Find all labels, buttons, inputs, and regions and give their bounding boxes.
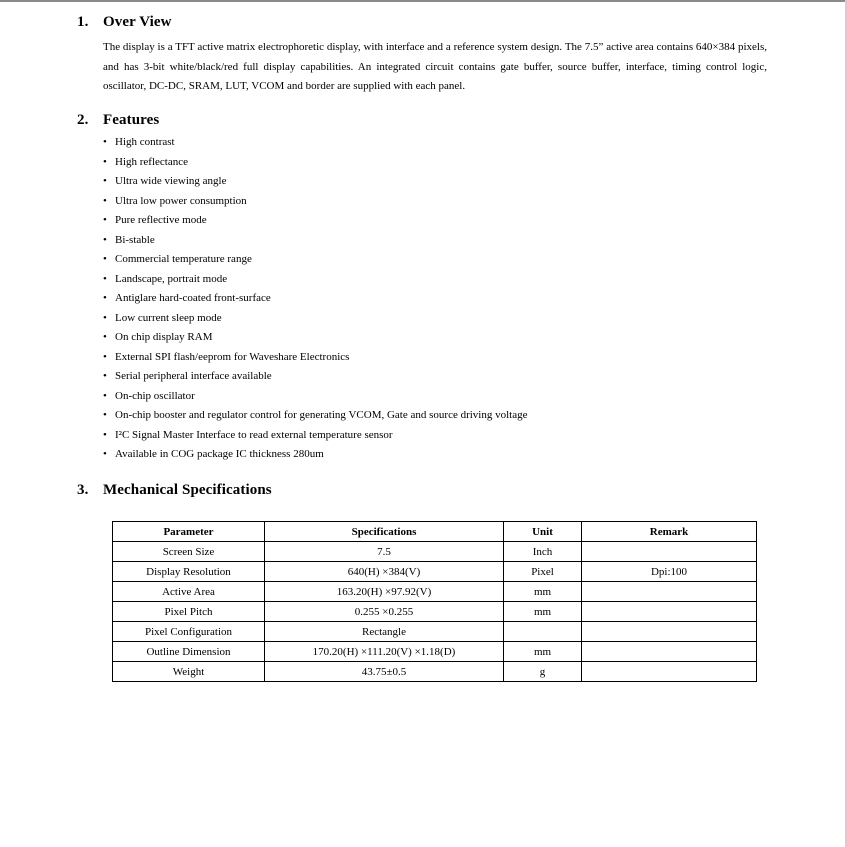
table-cell: Display Resolution bbox=[113, 562, 265, 582]
feature-text: High contrast bbox=[115, 136, 175, 148]
feature-text: On chip display RAM bbox=[115, 331, 213, 343]
feature-text: External SPI flash/eeprom for Waveshare Electronics bbox=[115, 350, 350, 363]
bullet-icon: • bbox=[103, 272, 107, 285]
section-number: 3. bbox=[77, 482, 89, 498]
feature-item bbox=[103, 250, 527, 270]
bullet-icon: • bbox=[103, 292, 107, 304]
bullet-icon: • bbox=[103, 428, 107, 441]
feature-item bbox=[103, 367, 527, 387]
feature-item bbox=[103, 211, 527, 231]
table-cell: 43.75±0.5 bbox=[265, 662, 504, 682]
feature-item bbox=[103, 387, 527, 407]
section-number: 2. bbox=[77, 112, 89, 128]
bullet-icon: • bbox=[103, 331, 107, 343]
table-row bbox=[113, 622, 757, 642]
table-header-cell: Unit bbox=[504, 522, 582, 542]
bullet-icon: • bbox=[103, 370, 107, 382]
table-header-cell: Specifications bbox=[265, 522, 504, 542]
feature-text: High reflectance bbox=[115, 155, 188, 168]
feature-text: Antiglare hard-coated front-surface bbox=[115, 292, 271, 304]
table-cell: 170.20(H) ×111.20(V) ×1.18(D) bbox=[265, 642, 504, 662]
table-cell: Pixel Configuration bbox=[113, 622, 265, 642]
feature-text: Pure reflective mode bbox=[115, 214, 207, 226]
feature-item bbox=[103, 270, 527, 290]
table-cell: 163.20(H) ×97.92(V) bbox=[265, 582, 504, 602]
feature-item bbox=[103, 406, 527, 426]
table-cell: 0.255 ×0.255 bbox=[265, 602, 504, 622]
feature-item bbox=[103, 289, 527, 309]
table-cell bbox=[582, 582, 757, 602]
bullet-icon: • bbox=[103, 253, 107, 265]
feature-text: Serial peripheral interface available bbox=[115, 370, 272, 382]
table-cell bbox=[582, 622, 757, 642]
mechanical-spec-table bbox=[112, 521, 757, 682]
bullet-icon: • bbox=[103, 175, 107, 187]
table-cell: Outline Dimension bbox=[113, 642, 265, 662]
table-cell: Inch bbox=[504, 542, 582, 562]
table-row bbox=[113, 542, 757, 562]
feature-text: Low current sleep mode bbox=[115, 311, 222, 324]
table-cell: Dpi:100 bbox=[582, 562, 757, 582]
table-cell bbox=[582, 662, 757, 682]
table-row bbox=[113, 562, 757, 582]
section-title: Over View bbox=[103, 14, 172, 30]
feature-item bbox=[103, 172, 527, 192]
feature-text: Available in COG package IC thickness 280um bbox=[115, 448, 324, 460]
feature-item bbox=[103, 426, 527, 446]
table-row bbox=[113, 642, 757, 662]
feature-text: Ultra low power consumption bbox=[115, 194, 247, 207]
bullet-icon: • bbox=[103, 194, 107, 207]
table-cell: g bbox=[504, 662, 582, 682]
feature-item bbox=[103, 192, 527, 212]
feature-item bbox=[103, 328, 527, 348]
overview-paragraph: The display is a TFT active matrix electrophoretic display, with interface and a reference system design. The 7.5” active area contains 640×384 pixels, and has 3-bit white/black/red full display capabilities. An integrated circuit contains gate buffer, source buffer, interface, timing control logic, oscillator, DC-DC, SRAM, LUT, VCOM and border are supplied with each panel. bbox=[103, 41, 767, 92]
bullet-icon: • bbox=[103, 136, 107, 148]
bullet-icon: • bbox=[103, 311, 107, 324]
bullet-icon: • bbox=[103, 448, 107, 460]
table-cell: mm bbox=[504, 642, 582, 662]
feature-text: On-chip booster and regulator control for generating VCOM, Gate and source driving voltage bbox=[115, 409, 528, 421]
features-list bbox=[103, 133, 527, 465]
table-header-cell: Remark bbox=[582, 522, 757, 542]
table-row bbox=[113, 602, 757, 622]
feature-text: Bi-stable bbox=[115, 233, 155, 246]
table-cell: Active Area bbox=[113, 582, 265, 602]
bullet-icon: • bbox=[103, 233, 107, 246]
table-cell bbox=[582, 642, 757, 662]
feature-item bbox=[103, 153, 527, 173]
feature-item bbox=[103, 348, 527, 368]
bullet-icon: • bbox=[103, 409, 107, 421]
bullet-icon: • bbox=[103, 214, 107, 226]
table-cell: Pixel Pitch bbox=[113, 602, 265, 622]
table-cell bbox=[582, 602, 757, 622]
bullet-icon: • bbox=[103, 389, 107, 402]
feature-text: I²C Signal Master Interface to read external temperature sensor bbox=[115, 428, 393, 441]
feature-text: Commercial temperature range bbox=[115, 253, 252, 265]
table-header-row bbox=[113, 522, 757, 542]
table-cell: Weight bbox=[113, 662, 265, 682]
feature-item bbox=[103, 133, 527, 153]
section-number: 1. bbox=[77, 14, 89, 30]
table-cell: Screen Size bbox=[113, 542, 265, 562]
table-cell: mm bbox=[504, 602, 582, 622]
page-top-border bbox=[0, 0, 847, 2]
feature-item bbox=[103, 309, 527, 329]
table-cell bbox=[582, 542, 757, 562]
table-row bbox=[113, 582, 757, 602]
bullet-icon: • bbox=[103, 155, 107, 168]
table-header-cell: Parameter bbox=[113, 522, 265, 542]
feature-item bbox=[103, 445, 527, 465]
table-cell: mm bbox=[504, 582, 582, 602]
feature-item bbox=[103, 231, 527, 251]
bullet-icon: • bbox=[103, 350, 107, 363]
table-row bbox=[113, 662, 757, 682]
table-cell bbox=[504, 622, 582, 642]
section-title: Mechanical Specifications bbox=[103, 482, 272, 498]
table-cell: Rectangle bbox=[265, 622, 504, 642]
table-cell: Pixel bbox=[504, 562, 582, 582]
feature-text: On-chip oscillator bbox=[115, 389, 195, 402]
feature-text: Landscape, portrait mode bbox=[115, 272, 228, 285]
table-cell: 7.5 bbox=[265, 542, 504, 562]
table-cell: 640(H) ×384(V) bbox=[265, 562, 504, 582]
section-title: Features bbox=[103, 112, 160, 128]
feature-text: Ultra wide viewing angle bbox=[115, 175, 227, 187]
